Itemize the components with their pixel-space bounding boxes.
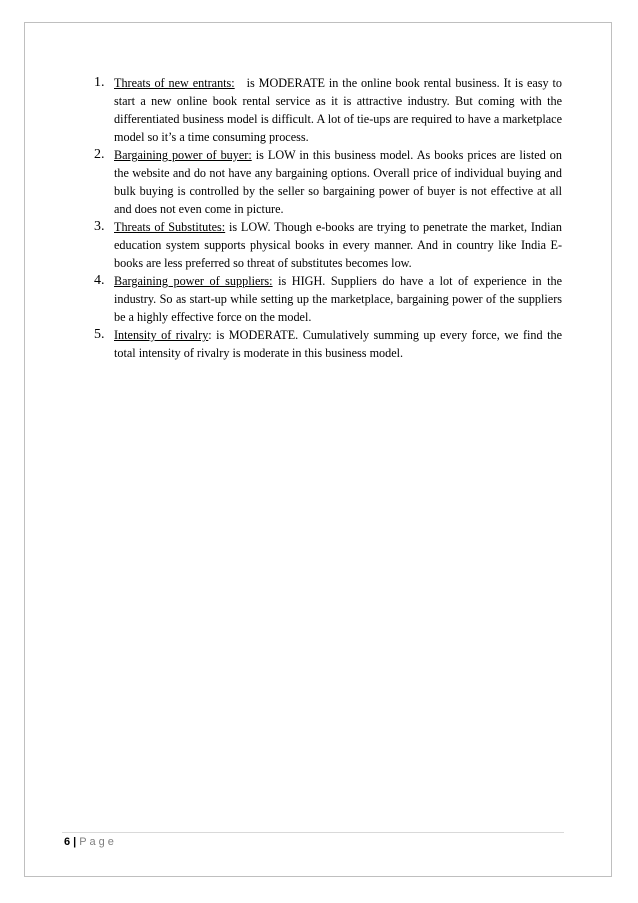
item-number: 2.: [94, 147, 105, 162]
item-heading: Threats of new entrants:: [114, 76, 235, 90]
item-text: is LOW. Though e-books are trying to penetrate the market, Indian education system supports physical books in every manner. And in country like India E-books are less preferred so threat of substitutes becomes low.: [114, 220, 562, 270]
item-heading: Bargaining power of suppliers:: [114, 274, 273, 288]
footer-separator: |: [73, 836, 77, 848]
list-item: [94, 272, 562, 326]
item-heading: Intensity of rivalry: [114, 328, 209, 342]
forces-list: [94, 74, 562, 362]
item-text: : is MODERATE. Cumulatively summing up every force, we find the total intensity of rivalry is moderate in this business model.: [114, 328, 562, 360]
item-heading: Threats of Substitutes:: [114, 220, 226, 234]
item-number: 4.: [94, 273, 105, 288]
footer-divider: [62, 832, 564, 833]
page-number: 6: [64, 836, 71, 848]
page-footer: [64, 835, 117, 849]
list-item: [94, 218, 562, 272]
item-text: is MODERATE in the online book rental business. It is easy to start a new online book rental service as it is attractive industry. But coming with the differentiated business model is difficult. A lot of tie-ups are required to have a marketplace model so it’s a time consuming process.: [114, 76, 563, 144]
item-text: is LOW in this business model. As books prices are listed on the website and do not have any bargaining options. Overall price of individual buying and bulk buying is controlled by the seller so bargaining power of buyer is not effective at all and does not even come in picture.: [114, 148, 562, 216]
list-item: [94, 326, 562, 362]
item-text: is HIGH. Suppliers do have a lot of experience in the industry. So as start-up while setting up the marketplace, bargaining power of the suppliers be a highly effective force on the model.: [114, 274, 563, 324]
item-heading: Bargaining power of buyer:: [114, 148, 252, 162]
list-item: [94, 146, 562, 218]
list-item: [94, 74, 562, 146]
page-label: Page: [79, 836, 117, 848]
item-number: 1.: [94, 75, 105, 90]
item-number: 5.: [94, 327, 105, 342]
item-number: 3.: [94, 219, 105, 234]
